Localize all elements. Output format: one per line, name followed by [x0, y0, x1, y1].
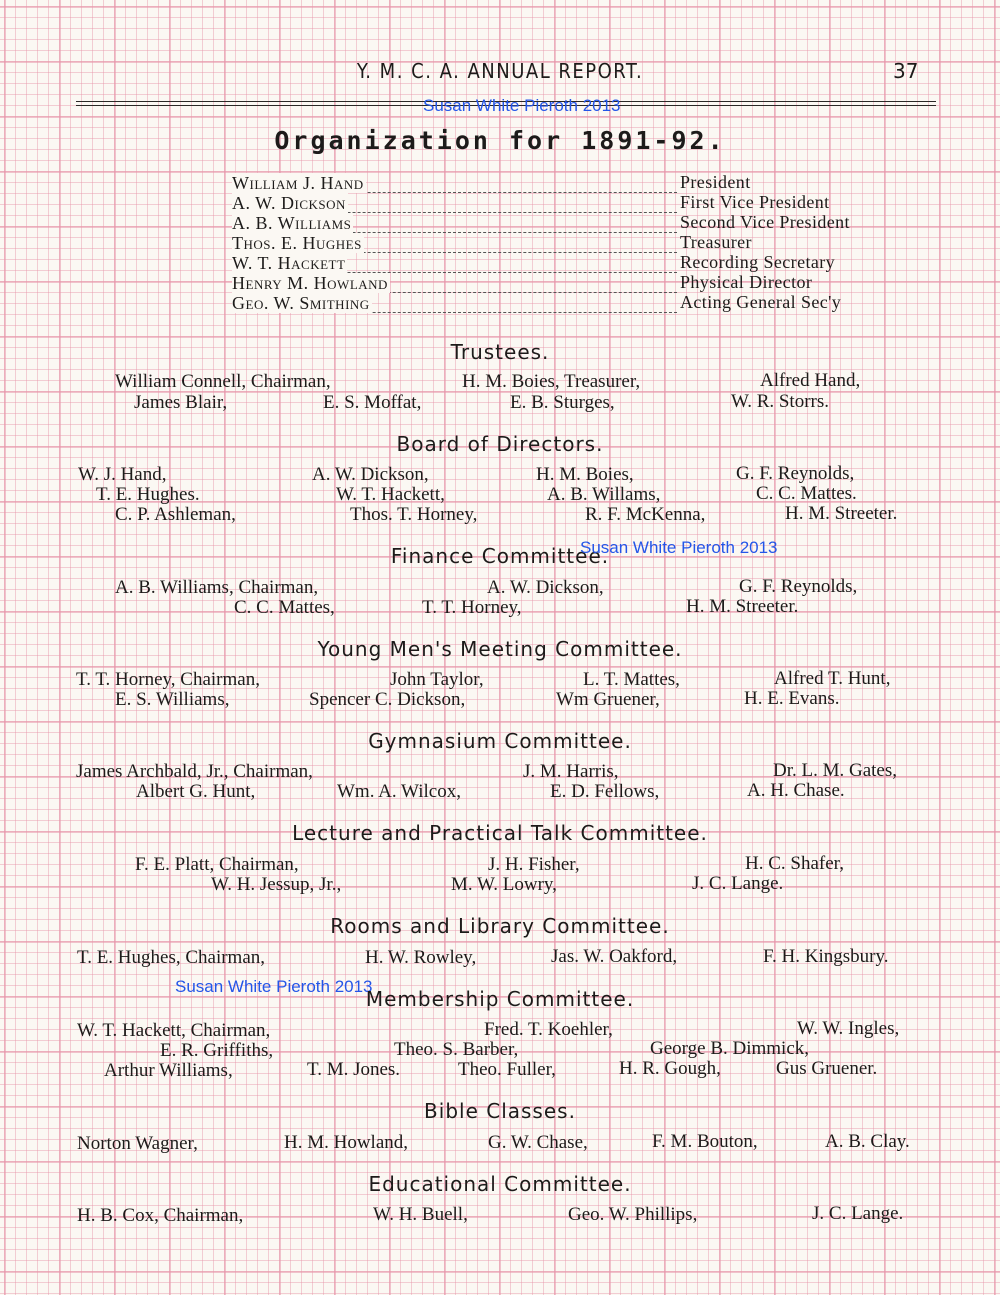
- trustee-name: William Connell, Chairman,: [115, 371, 331, 392]
- trustee-name: E. B. Sturges,: [510, 392, 615, 413]
- committee-member: Theo. Fuller,: [458, 1059, 556, 1080]
- committee-member: Wm Gruener,: [556, 689, 660, 710]
- running-title: Y. M. C. A. ANNUAL REPORT.: [356, 59, 644, 83]
- trustee-name: W. R. Storrs.: [731, 391, 830, 412]
- committee-member: J. C. Lange.: [812, 1203, 904, 1224]
- trustee-name: James Blair,: [134, 392, 228, 413]
- officer-name: Geo. W. Smithing: [232, 293, 370, 313]
- officer-title: Recording Secretary: [680, 252, 836, 272]
- committee-member: H. E. Evans.: [744, 688, 840, 709]
- committee-member: Geo. W. Phillips,: [568, 1204, 698, 1225]
- page-number: 37: [893, 59, 919, 83]
- director-name: C. P. Ashleman,: [115, 504, 236, 525]
- officer-title: Acting General Sec'y: [680, 292, 842, 312]
- membership-heading: Membership Committee.: [365, 987, 635, 1011]
- educational-heading: Educational Committee.: [368, 1172, 632, 1196]
- committee-member: Spencer C. Dickson,: [309, 689, 466, 710]
- committee-member: G. F. Reynolds,: [739, 576, 858, 597]
- committee-member: A. B. Clay.: [825, 1131, 910, 1152]
- trustee-name: Alfred Hand,: [760, 370, 861, 391]
- committee-member: Gus Gruener.: [776, 1058, 878, 1079]
- committee-member: Alfred T. Hunt,: [774, 668, 891, 689]
- committee-member: J. M. Harris,: [523, 761, 619, 782]
- director-name: W. T. Hackett,: [336, 484, 445, 505]
- committee-member: W. W. Ingles,: [797, 1018, 900, 1039]
- committee-member: H. W. Rowley,: [365, 947, 477, 968]
- officer-name: Thos. E. Hughes: [232, 233, 362, 253]
- gymnasium-heading: Gymnasium Committee.: [368, 729, 632, 753]
- committee-member: T. M. Jones.: [307, 1059, 401, 1080]
- committee-member: Wm. A. Wilcox,: [337, 781, 461, 802]
- committee-member: J. C. Lange.: [692, 873, 784, 894]
- committee-member: A. H. Chase.: [747, 780, 845, 801]
- committee-member: F. M. Bouton,: [652, 1131, 758, 1152]
- director-name: T. E. Hughes.: [96, 484, 200, 505]
- finance-heading: Finance Committee.: [390, 544, 610, 568]
- committee-member: Dr. L. M. Gates,: [773, 760, 898, 781]
- committee-member: H. B. Cox, Chairman,: [77, 1205, 244, 1226]
- committee-member: John Taylor,: [390, 669, 484, 690]
- committee-member: T. E. Hughes, Chairman,: [77, 947, 266, 968]
- director-name: H. M. Streeter.: [785, 503, 898, 524]
- director-name: R. F. McKenna,: [585, 504, 706, 525]
- director-name: G. F. Reynolds,: [736, 463, 855, 484]
- committee-member: Fred. T. Koehler,: [484, 1019, 613, 1040]
- committee-member: H. C. Shafer,: [745, 853, 844, 874]
- officer-title: First Vice President: [680, 192, 830, 212]
- committee-member: M. W. Lowry,: [451, 874, 557, 895]
- board-heading: Board of Directors.: [396, 432, 604, 456]
- committee-member: F. H. Kingsbury.: [763, 946, 889, 967]
- officer-title: Treasurer: [680, 232, 752, 252]
- committee-member: George B. Dimmick,: [650, 1038, 810, 1059]
- committee-member: T. T. Horney, Chairman,: [76, 669, 260, 690]
- committee-member: E. D. Fellows,: [550, 781, 660, 802]
- trustees-heading: Trustees.: [450, 340, 550, 364]
- lecture-heading: Lecture and Practical Talk Committee.: [292, 821, 708, 845]
- trustee-name: H. M. Boies, Treasurer,: [462, 371, 641, 392]
- committee-member: W. H. Buell,: [373, 1204, 468, 1225]
- committee-member: Norton Wagner,: [77, 1133, 198, 1154]
- watermark-top: Susan White Pieroth 2013: [423, 96, 621, 115]
- bible-heading: Bible Classes.: [424, 1099, 576, 1123]
- committee-member: E. R. Griffiths,: [160, 1040, 274, 1061]
- committee-member: E. S. Williams,: [115, 689, 230, 710]
- committee-member: Theo. S. Barber,: [394, 1039, 519, 1060]
- committee-member: L. T. Mattes,: [583, 669, 680, 690]
- officer-name: William J. Hand: [232, 173, 364, 193]
- officer-title: Second Vice President: [680, 212, 850, 232]
- officer-name: W. T. Hackett: [232, 253, 346, 273]
- trustee-name: E. S. Moffat,: [323, 392, 422, 413]
- committee-member: Jas. W. Oakford,: [551, 946, 678, 967]
- committee-member: W. H. Jessup, Jr.,: [211, 874, 342, 895]
- director-name: W. J. Hand,: [78, 464, 167, 485]
- director-name: H. M. Boies,: [536, 464, 634, 485]
- director-name: A. B. Willams,: [547, 484, 661, 505]
- committee-member: A. B. Williams, Chairman,: [115, 577, 319, 598]
- committee-member: Albert G. Hunt,: [136, 781, 256, 802]
- director-name: C. C. Mattes.: [756, 483, 857, 504]
- officer-name: A. W. Dickson: [232, 193, 346, 213]
- director-name: Thos. T. Horney,: [350, 504, 478, 525]
- officer-name: A. B. Williams: [232, 213, 352, 233]
- committee-member: T. T. Horney,: [422, 597, 522, 618]
- committee-member: A. W. Dickson,: [487, 577, 604, 598]
- committee-member: F. E. Platt, Chairman,: [135, 854, 299, 875]
- committee-member: H. M. Howland,: [284, 1132, 409, 1153]
- watermark-bottom: Susan White Pieroth 2013: [175, 977, 373, 996]
- committee-member: C. C. Mattes,: [234, 597, 335, 618]
- committee-member: G. W. Chase,: [488, 1132, 588, 1153]
- young-men-heading: Young Men's Meeting Committee.: [317, 637, 683, 661]
- officer-title: Physical Director: [680, 272, 813, 292]
- committee-member: H. M. Streeter.: [686, 596, 799, 617]
- director-name: A. W. Dickson,: [312, 464, 429, 485]
- page-title: Organization for 1891-92.: [274, 126, 726, 155]
- committee-member: W. T. Hackett, Chairman,: [77, 1020, 271, 1041]
- committee-member: J. H. Fisher,: [488, 854, 580, 875]
- officer-name: Henry M. Howland: [232, 273, 388, 293]
- rooms-heading: Rooms and Library Committee.: [330, 914, 670, 938]
- committee-member: H. R. Gough,: [619, 1058, 721, 1079]
- committee-member: James Archbald, Jr., Chairman,: [76, 761, 313, 782]
- officer-title: President: [680, 172, 751, 192]
- watermark-middle: Susan White Pieroth 2013: [580, 538, 778, 557]
- committee-member: Arthur Williams,: [104, 1060, 233, 1081]
